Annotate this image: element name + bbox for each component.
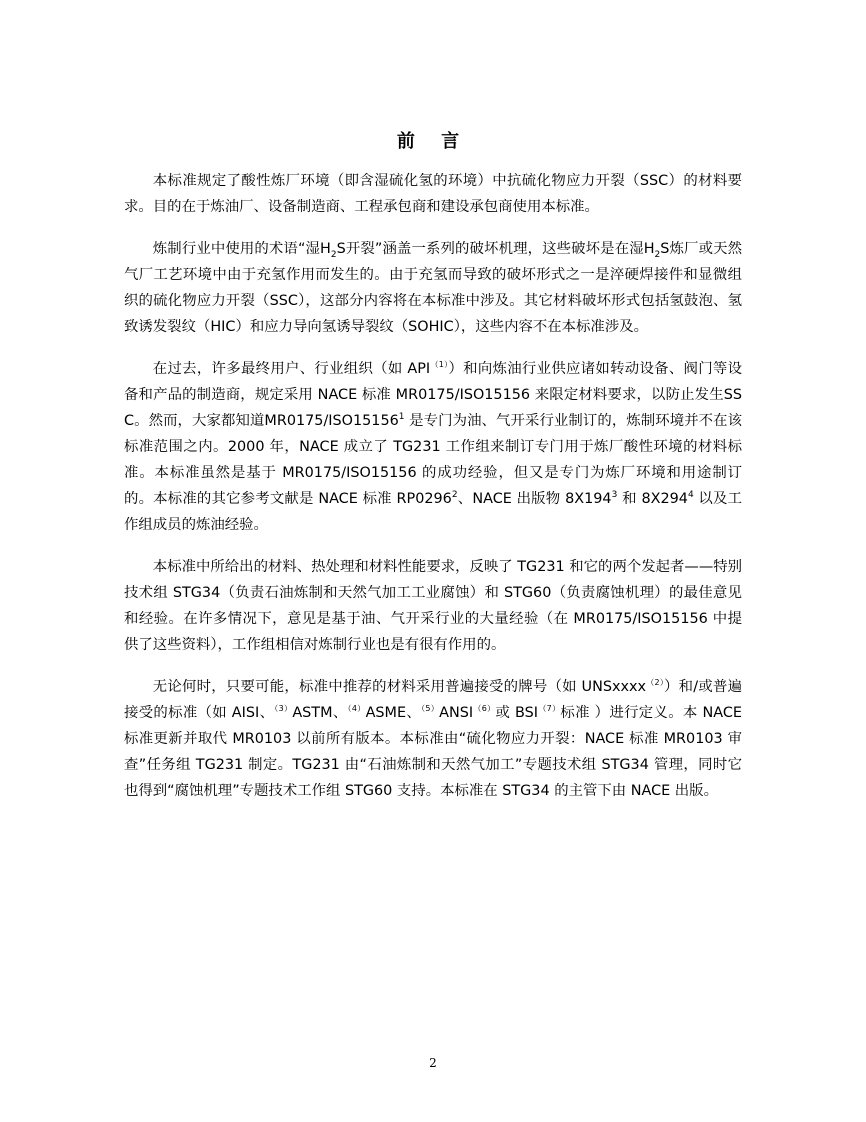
text-run: S开裂”涵盖一系列的破坏机理，这些破坏是在湿H <box>336 241 655 257</box>
text-run: ）和向炼油行业供应诸如转动设备、阀门等设备和产品的制造商，规定采用 NACE 标准 MR0175/ISO15156 来限定材料要求，以防止发生SSC。然而，大家都知道MR0175/ISO15156 <box>124 361 742 429</box>
paragraph-requirements-text: 本标准中所给出的材料、热处理和材料性能要求，反映了 TG231 和它的两个发起者——特别技术组 STG34（负责石油炼制和天然气加工工业腐蚀）和 STG60（负责腐蚀机理）的最佳意见和经验。在许多情况下，意见是基于油、气开采行业的大量经验（在 MR0175/ISO15156 中提供了这些资料），工作组相信对炼制行业也是有很有作用的。 <box>124 559 742 653</box>
paragraph-history <box>124 356 742 538</box>
text-run: 和 8X294 <box>617 491 688 507</box>
text-run: ）和/或普遍接受的标准（如 AISI、 <box>124 679 743 721</box>
text-run: 无论何时，只要可能，标准中推荐的材料采用普遍接受的牌号（如 UNSxxxx <box>152 679 647 695</box>
citation-ref: 3 <box>611 490 618 501</box>
citation-ref: 2 <box>451 490 458 501</box>
footnote-ref: （4） <box>347 704 366 714</box>
text-run: ANSI <box>439 705 474 721</box>
subscript: 2 <box>654 249 661 260</box>
text-run: 在过去，许多最终用户、行业组织（如 API <box>152 361 431 377</box>
text-run: S炼厂或天然气厂工艺环境中由于充氢作用而发生的。由于充氢而导致的破坏形式之一是淬硬焊接件和显微组织的硫化物应力开裂（SSC），这部分内容将在本标准中涉及。其它材料破坏形式包括氢鼓泡、氢致诱发裂纹（HIC）和应力导向氢诱导裂纹（SOHIC），这些内容不在本标准涉及。 <box>124 241 742 335</box>
paragraph-scope-text: 本标准规定了酸性炼厂环境（即含湿硫化氢的环境）中抗硫化物应力开裂（SSC）的材料要求。目的在于炼油厂、设备制造商、工程承包商和建设承包商使用本标准。 <box>124 173 742 215</box>
footnote-ref: （1） <box>430 360 449 370</box>
text-run: 是专门为油、气开采行业制订的，炼制环境并不在该标准范围之内。2000 年，NACE 成立了 TG231 工作组来制订专门用于炼厂酸性环境的材料标准。本标准虽然是基于 MR0175/ISO15156 的成功经验，但又是专门为炼厂环境和用途制订的。本标准的其它参考文献是 NACE 标准 RP0296 <box>124 413 743 507</box>
text-run: 标准 ）进行定义。本 NACE 标准更新并取代 MR0103 以前所有版本。本标准由“硫化物应力开裂：NACE 标准 MR0103 审查”任务组 TG231 制定。TG231 由“石油炼制和天然气加工”专题技术组 STG34 管理，同时它也得到“腐蚀机理”专题技术工作组 STG60 支持。本标准在 STG34 的主管下由 NACE 出版。 <box>124 705 742 799</box>
footnote-ref: （3） <box>274 704 293 714</box>
preface-body <box>124 168 742 820</box>
text-run: 以及工作组成员的炼油经验。 <box>124 491 742 533</box>
citation-ref: 4 <box>687 490 694 501</box>
footnote-ref: （6） <box>473 704 496 714</box>
text-run: 或 BSI <box>495 705 539 721</box>
text-run: 、NACE 出版物 8X194 <box>457 491 612 507</box>
text-run: ASTM、 <box>292 705 348 721</box>
paragraph-designations <box>124 674 742 804</box>
citation-ref: 1 <box>398 412 405 423</box>
paragraph-requirements <box>124 554 742 658</box>
footnote-ref: （7） <box>538 704 561 714</box>
subscript: 2 <box>330 249 337 260</box>
page-number: 2 <box>429 1056 437 1070</box>
paragraph-scope <box>124 168 742 220</box>
text-run: ASME、 <box>365 705 422 721</box>
footnote-ref: （2） <box>646 678 665 688</box>
paragraph-wet-h2s-cracking <box>124 236 742 340</box>
text-run: 炼制行业中使用的术语“湿H <box>152 241 331 257</box>
page-title: 前 言 <box>396 131 470 152</box>
footnote-ref: （5） <box>421 704 440 714</box>
